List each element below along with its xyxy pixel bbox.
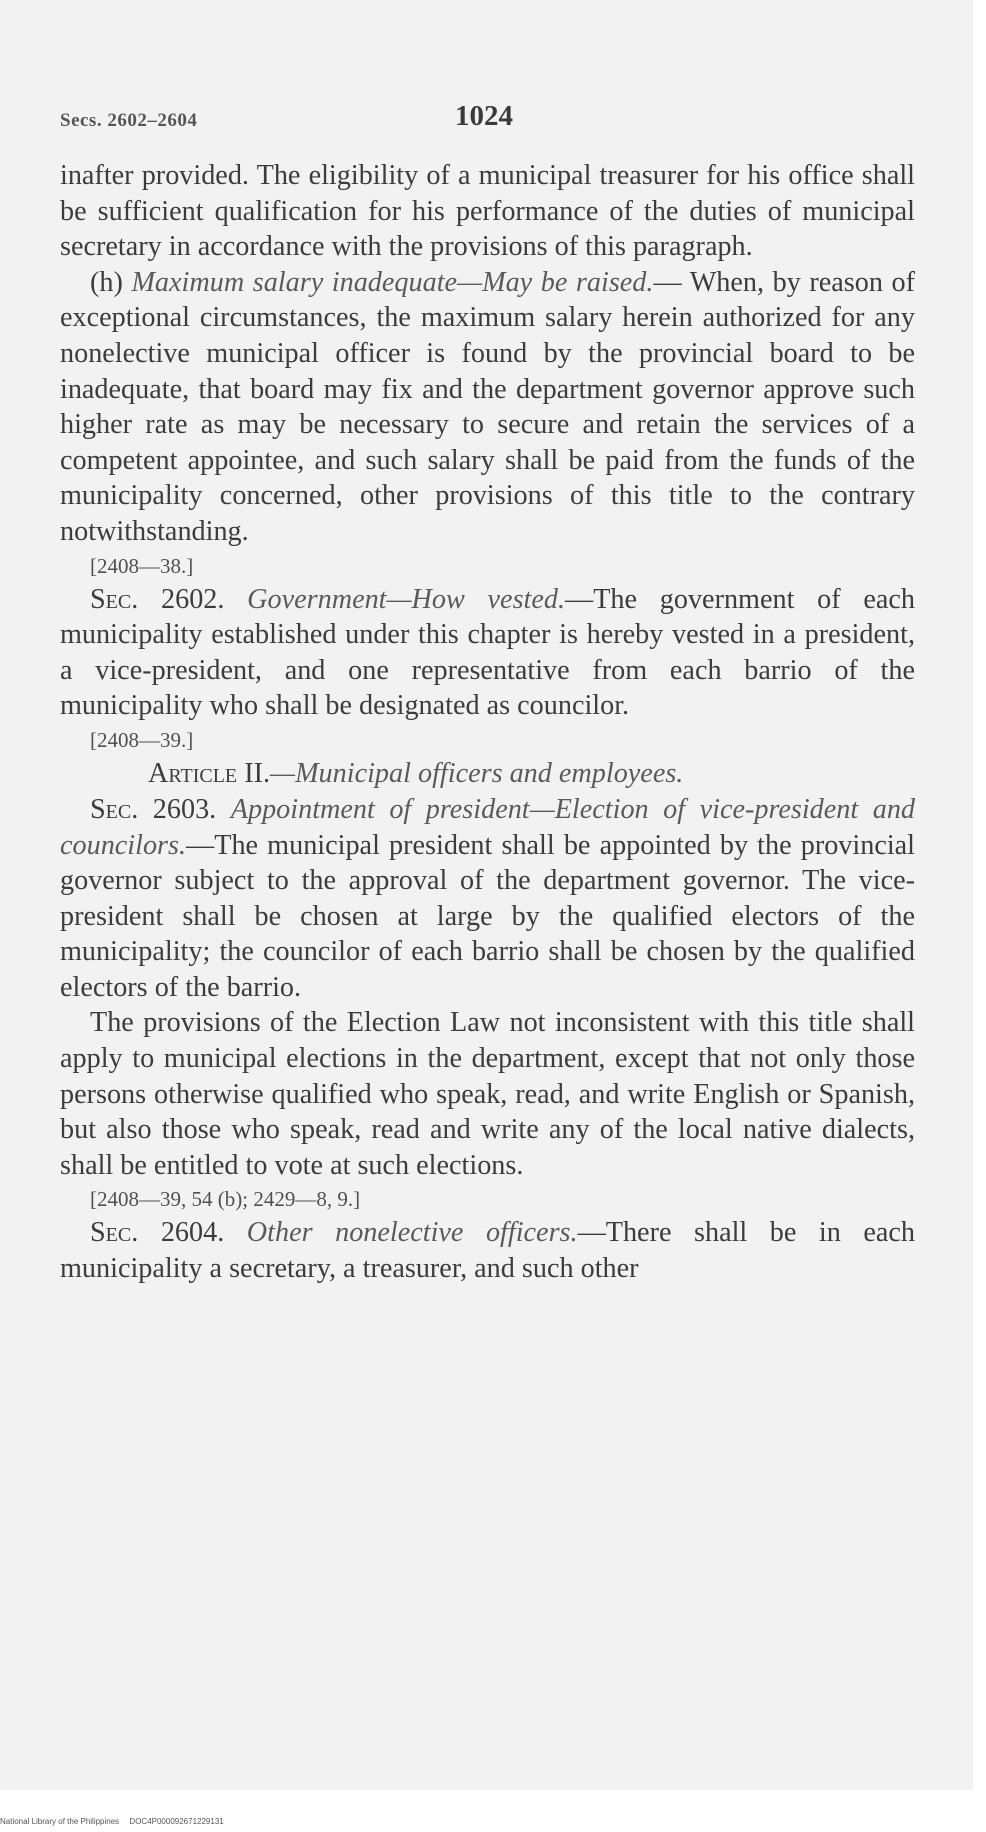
- section-text: —There shall be in each municipality a secretary, a treasurer, and such other: [60, 1217, 916, 1285]
- record-id: DOC4P000092671229131: [129, 1817, 224, 1826]
- section-text: —The government of each municipality established under this chapter is hereby vested in a president, a vice-president, and one representative from each barrio of the municipality who shall be designated as councilor.: [60, 583, 915, 722]
- section-heading: Appointment of president—Election of vice-president and councilors.: [60, 793, 916, 861]
- citation-2408-38: [2408—38.]: [90, 553, 194, 578]
- section-heading: Other nonelective officers.: [246, 1217, 578, 1249]
- page-margin: [973, 0, 986, 1790]
- paragraph-election-law: The provisions of the Election Law not inconsistent with this title shall apply to municipal elections in the department, except that not only those persons otherwise qualified who speak, read, and write English or Spanish, but also those who speak, read and write any of the local native dialects, shall be entitled to vote at such elections.: [60, 1007, 915, 1181]
- article-heading: [60, 756, 915, 792]
- page-header: [60, 100, 920, 140]
- article-title: —Municipal officers and employees.: [270, 757, 684, 789]
- scan-footer: [0, 1817, 600, 1827]
- body-text: [60, 158, 915, 1287]
- article-label: Article II.: [148, 757, 271, 789]
- section-label: Sec. 2604.: [90, 1217, 225, 1249]
- section-2604: [60, 1215, 915, 1286]
- library-credit: National Library of the Philippines: [0, 1817, 120, 1826]
- paragraph-continuation: inafter provided. The eligibility of a municipal treasurer for his office shall be sufficient qualification for his performance of the duties of municipal secretary in accordance with the provisions of this paragraph.: [60, 160, 915, 263]
- section-label: Sec. 2603.: [90, 793, 217, 825]
- section-text: —The municipal president shall be appointed by the provincial governor subject to the approval of the department governor. The vice-president shall be chosen at large by the qualified electors of the municipality; the councilor of each barrio shall be chosen by the qualified electors of the barrio.: [60, 829, 915, 1003]
- citation-2408-39: [2408—39.]: [90, 727, 194, 752]
- clause-label: (h): [90, 266, 123, 298]
- clause-heading: Maximum salary inadequate—May be raised.: [131, 266, 654, 298]
- section-2603: [60, 792, 915, 1006]
- section-label: Sec. 2602.: [90, 583, 225, 615]
- section-heading: Government—How vested.: [247, 583, 566, 615]
- running-head: Secs. 2602–2604: [60, 110, 198, 131]
- paragraph-maximum-salary: [60, 265, 915, 550]
- citation-2408-39-54: [2408—39, 54 (b); 2429—8, 9.]: [90, 1187, 361, 1212]
- clause-text: — When, by reason of exceptional circumstances, the maximum salary herein authorized for any nonelective municipal officer is found by the provincial board to be inadequate, that board may fix and the department governor approve such higher rate as may be necessary to secure and retain the services of a competent appointee, and such salary shall be paid from the funds of the municipality concerned, other provisions of this title to the contrary notwithstanding.: [60, 266, 915, 547]
- section-2602: [60, 582, 915, 724]
- page-number: 1024: [455, 100, 513, 132]
